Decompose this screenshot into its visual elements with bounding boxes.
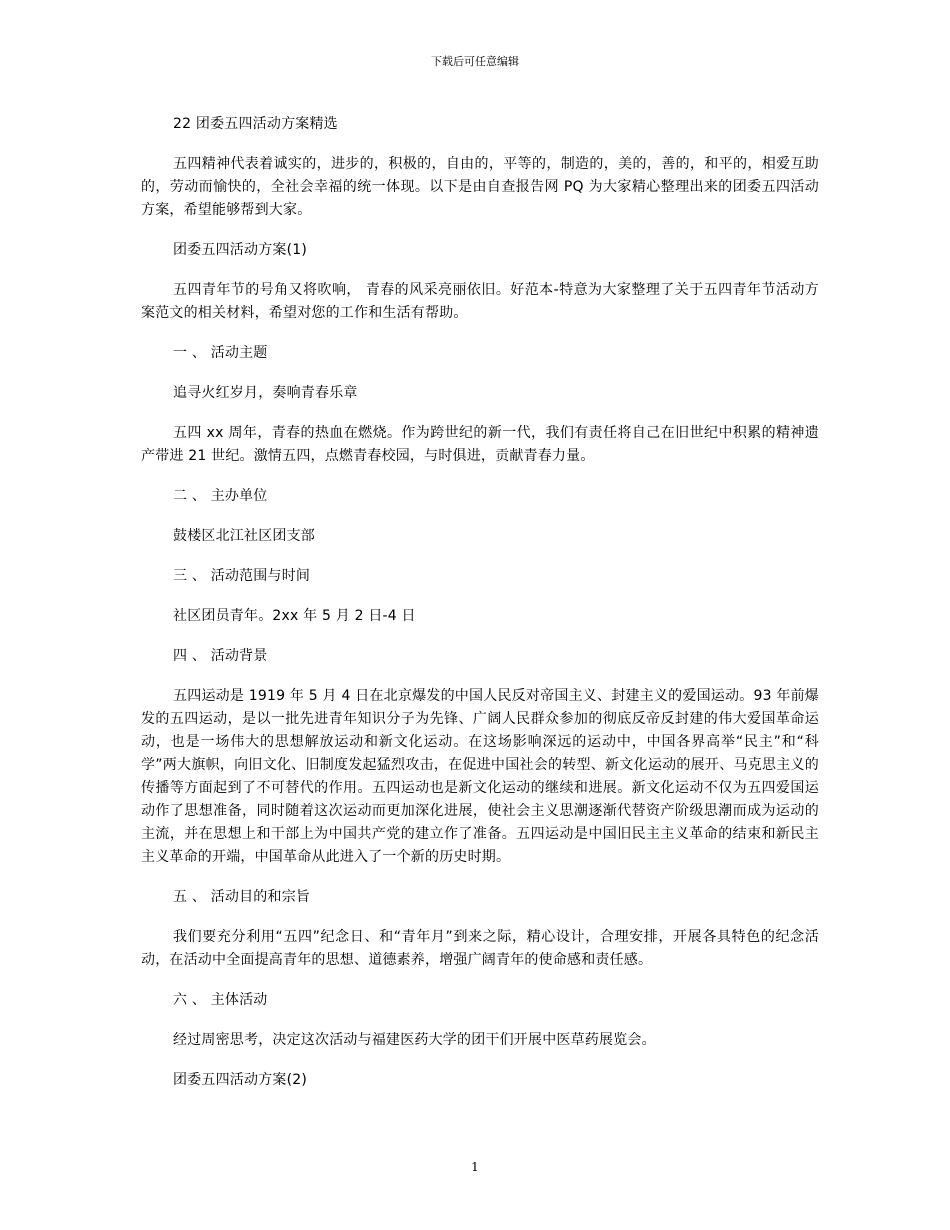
section-heading-scope-time: 三 、 活动范围与时间 xyxy=(173,568,311,584)
section-heading-organizer: 二 、 主办单位 xyxy=(173,488,268,504)
document-body xyxy=(141,113,819,1109)
plan-heading-1: 团委五四活动方案(1) xyxy=(173,242,308,258)
paragraph: 五四 xx 周年，青春的热血在燃烧。作为跨世纪的新一代，我们有责任将自己在旧世纪中积累的精神遗产带进 21 世纪。激情五四，点燃青春校园，与时俱进，贡献青春力量。 xyxy=(141,425,819,464)
paragraph: 社区团员青年。2xx 年 5 月 2 日-4 日 xyxy=(173,608,416,624)
section-heading-main-activity: 六 、 主体活动 xyxy=(173,992,268,1008)
document-title: 22 团委五四活动方案精选 xyxy=(173,116,338,132)
page-header: 下载后可任意编辑 xyxy=(431,55,519,68)
intro-paragraph: 五四精神代表着诚实的，进步的，积极的，自由的，平等的，制造的，美的，善的，和平的，相爱互助的，劳动而愉快的，全社会幸福的统一体现。以下是由自查报告网 PQ 为大家精心整理出来的团委五四活动方案，希望能够帮到大家。 xyxy=(141,156,819,218)
section-heading-purpose: 五 、 活动目的和宗旨 xyxy=(173,889,311,905)
plan-heading-2: 团委五四活动方案(2) xyxy=(173,1072,308,1088)
paragraph: 我们要充分利用“五四”纪念日、和“青年月”到来之际，精心设计，合理安排，开展各具特色的纪念活动，在活动中全面提高青年的思想、道德素养，增强广阔青年的使命感和责任感。 xyxy=(141,929,819,968)
paragraph: 追寻火红岁月，奏响青春乐章 xyxy=(173,385,358,401)
section-heading-theme: 一 、 活动主题 xyxy=(173,345,268,361)
paragraph: 鼓楼区北江社区团支部 xyxy=(173,528,315,544)
paragraph: 经过周密思考，决定这次活动与福建医药大学的团干们开展中医草药展览会。 xyxy=(173,1032,656,1048)
paragraph: 五四运动是 1919 年 5 月 4 日在北京爆发的中国人民反对帝国主义、封建主义的爱国运动。93 年前爆发的五四运动，是以一批先进青年知识分子为先锋、广阔人民群众参加的彻底反帝反封建的伟大爱国革命运动，也是一场伟大的思想解放运动和新文化运动。在这场影响深远的运动中，中国各界高举“民主”和“科学”两大旗帜，向旧文化、旧制度发起猛烈攻击，在促进中国社会的转型、新文化运动的展开、马克思主义的传播等方面起到了不可替代的作用。五四运动也是新文化运动的继续和进展。新文化运动不仅为五四爱国运动作了思想准备，同时随着这次运动而更加深化进展，使社会主义思潮逐渐代替资产阶级思潮而成为运动的主流，并在思想上和干部上为中国共产党的建立作了准备。五四运动是中国旧民主主义革命的结束和新民主主义革命的开端，中国革命从此进入了一个新的历史时期。 xyxy=(141,688,819,865)
page-number: 1 xyxy=(471,1160,479,1174)
paragraph: 五四青年节的号角又将吹响， 青春的风采亮丽依旧。好范本-特意为大家整理了关于五四青年节活动方案范文的相关材料，希望对您的工作和生活有帮助。 xyxy=(141,282,819,321)
section-heading-background: 四 、 活动背景 xyxy=(173,648,268,664)
